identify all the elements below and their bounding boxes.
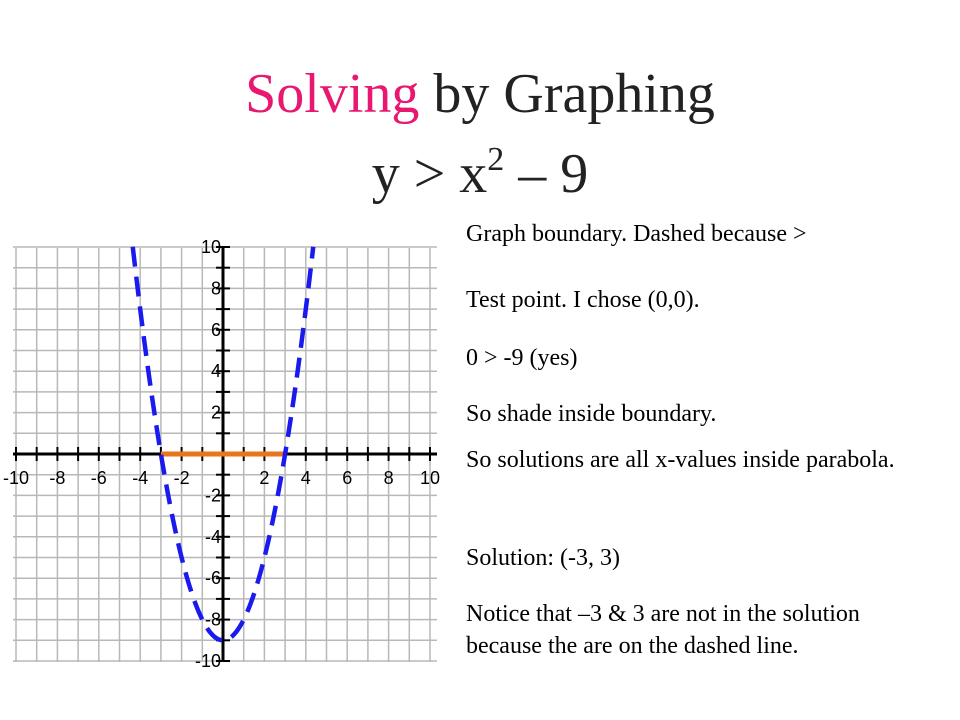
equation-suffix: – 9 bbox=[504, 143, 589, 205]
x-tick-label: 6 bbox=[342, 468, 353, 488]
y-tick-label: 6 bbox=[210, 319, 221, 340]
x-tick-label: 8 bbox=[383, 468, 394, 488]
x-tick-label: 10 bbox=[419, 468, 441, 488]
coordinate-graph bbox=[0, 230, 450, 670]
note-test-point: Test point. I chose (0,0). bbox=[466, 287, 700, 313]
x-tick-label: 2 bbox=[259, 468, 270, 488]
title-rest: by Graphing bbox=[419, 63, 715, 125]
x-tick-label: -4 bbox=[132, 468, 149, 488]
title-highlight: Solving bbox=[245, 63, 420, 125]
equation-prefix: y > x bbox=[371, 143, 488, 205]
y-tick-label: -6 bbox=[204, 568, 221, 589]
x-tick-label: -10 bbox=[2, 468, 30, 488]
y-tick-label: 4 bbox=[210, 361, 221, 382]
note-shade: So shade inside boundary. bbox=[466, 401, 717, 427]
note-check: 0 > -9 (yes) bbox=[466, 345, 578, 371]
equation-title bbox=[0, 142, 960, 206]
note-solutions: So solutions are all x-values inside parabola. bbox=[466, 447, 895, 473]
x-tick-label: 4 bbox=[300, 468, 311, 488]
x-tick-label: -8 bbox=[49, 468, 66, 488]
x-tick-label: -6 bbox=[90, 468, 107, 488]
x-tick-label: -2 bbox=[173, 468, 190, 488]
y-tick-label: -8 bbox=[204, 609, 221, 630]
y-tick-label: 2 bbox=[210, 402, 221, 423]
y-tick-label: 8 bbox=[210, 278, 221, 299]
note-boundary: Graph boundary. Dashed because > bbox=[466, 221, 807, 247]
page-title bbox=[0, 62, 960, 126]
y-tick-label: -10 bbox=[194, 651, 221, 670]
note-solution: Solution: (-3, 3) bbox=[466, 545, 620, 571]
note-endpoints: Notice that –3 & 3 are not in the solution because the are on the dashed line. bbox=[466, 601, 860, 659]
y-tick-label: -4 bbox=[204, 526, 221, 547]
equation-exponent: 2 bbox=[487, 141, 505, 178]
y-tick-label: -2 bbox=[204, 485, 221, 506]
y-tick-label: 10 bbox=[200, 237, 221, 257]
